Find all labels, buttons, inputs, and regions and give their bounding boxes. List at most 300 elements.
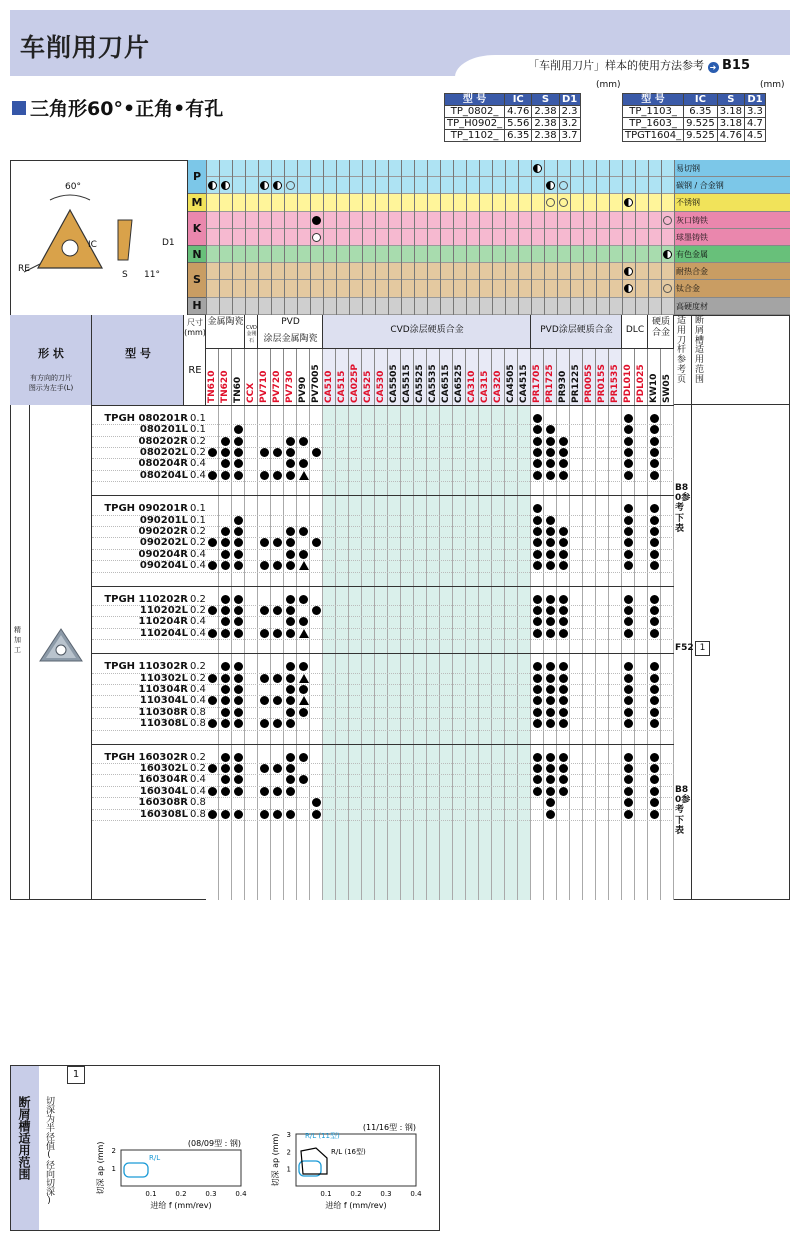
- re-value: 0.2: [190, 763, 206, 774]
- dim-cell: 4.7: [745, 118, 766, 130]
- availability-dot: [299, 437, 308, 446]
- material-code-label: N: [192, 247, 202, 261]
- availability-dot: [221, 550, 230, 559]
- grade-divider: [440, 160, 441, 315]
- model-name: 090202R: [138, 526, 188, 537]
- availability-dot: [221, 764, 230, 773]
- arrow-right-icon: ➜: [708, 62, 719, 73]
- svg-text:R/L (11型): R/L (11型): [305, 1132, 340, 1140]
- group-label: PVD: [281, 316, 300, 327]
- model-name: TPGH 160302R: [104, 751, 188, 763]
- grade-label: CA025P: [350, 363, 360, 403]
- availability-dot: [312, 448, 321, 457]
- grade-label: PDL025: [636, 364, 646, 403]
- availability-dot: [234, 516, 243, 525]
- dim-row: [623, 118, 766, 130]
- availability-dot: [234, 674, 243, 683]
- availability-dot: [546, 708, 555, 717]
- availability-dot: [546, 629, 555, 638]
- availability-dot: [286, 595, 295, 604]
- availability-dot: [546, 685, 555, 694]
- availability-dot: [260, 629, 269, 638]
- grade-divider: [349, 160, 350, 315]
- availability-dot: [559, 606, 568, 615]
- rake-label: 11°: [144, 270, 160, 280]
- material-code-label: K: [192, 221, 202, 235]
- grade-label: PR930: [558, 370, 568, 403]
- dim-cell: 4.5: [745, 130, 766, 142]
- availability-dot: [650, 753, 659, 762]
- availability-dot: [260, 448, 269, 457]
- model-name: 160304R: [138, 774, 188, 786]
- row-line: [92, 481, 674, 482]
- square-bullet-icon: [12, 101, 26, 115]
- availability-dot: [221, 606, 230, 615]
- availability-dot: [650, 437, 659, 446]
- availability-dot: [559, 527, 568, 536]
- availability-dot: [624, 606, 633, 615]
- svg-text:1: 1: [111, 1165, 116, 1173]
- availability-dot: [286, 674, 295, 683]
- availability-dot: [273, 787, 282, 796]
- re-value: 0.4: [190, 785, 206, 797]
- chipbreaker-legend: [10, 1065, 440, 1231]
- availability-dot: [208, 471, 217, 480]
- availability-dot: [546, 595, 555, 604]
- svg-text:0.2: 0.2: [350, 1190, 362, 1198]
- svg-text:进给 f (mm/rev): 进给 f (mm/rev): [150, 1201, 212, 1210]
- grade-divider: [245, 160, 246, 315]
- dim-cell: TP_1603_: [623, 118, 684, 130]
- re-value: 0.2: [190, 537, 206, 549]
- material-label: 易切钢: [676, 164, 700, 173]
- availability-dot: [273, 448, 282, 457]
- dim-row: [445, 106, 581, 118]
- grade-divider: [362, 160, 363, 315]
- availability-dot: [533, 471, 542, 480]
- model-name: 110308L: [139, 718, 188, 730]
- availability-dot: [260, 810, 269, 819]
- group-label: PVD涂层硬质合金: [540, 324, 613, 335]
- row-line: [92, 820, 674, 821]
- availability-dot: [624, 764, 633, 773]
- material-code-label: S: [193, 273, 201, 287]
- grade-label: CA515: [337, 370, 347, 403]
- svg-text:0.4: 0.4: [235, 1190, 247, 1198]
- availability-dot: [286, 550, 295, 559]
- group-separator: [92, 586, 674, 587]
- availability-dot: [208, 810, 217, 819]
- model-header-label: 型 号: [125, 346, 151, 360]
- group-separator: [92, 744, 674, 745]
- svg-text:0.3: 0.3: [380, 1190, 392, 1198]
- availability-triangle: [299, 471, 309, 480]
- re-value: 0.2: [190, 435, 206, 447]
- re-value: 0.2: [190, 751, 206, 763]
- grade-divider: [375, 160, 376, 315]
- model-name: 110304R: [138, 684, 188, 695]
- availability-dot: [221, 787, 230, 796]
- dim-col-header: D1: [745, 94, 766, 106]
- availability-dot: [533, 550, 542, 559]
- availability-dot: [234, 787, 243, 796]
- availability-dot: [650, 606, 659, 615]
- availability-dot: [286, 753, 295, 762]
- availability-dot: [546, 471, 555, 480]
- model-name: TPGH 090201R: [104, 503, 188, 515]
- re-value: 0.1: [190, 514, 206, 526]
- grade-divider: [271, 160, 272, 315]
- model-name: 090202L: [139, 537, 188, 549]
- availability-dot: [650, 471, 659, 480]
- re-label: RE: [18, 264, 30, 274]
- re-value: 0.4: [190, 774, 206, 786]
- material-label: 灰口铸铁: [676, 215, 708, 225]
- availability-dot: [624, 708, 633, 717]
- chipbreaker-ref-box: 1: [695, 641, 710, 656]
- row-line: [92, 639, 674, 640]
- insert-image: [36, 625, 86, 665]
- availability-dot: [234, 606, 243, 615]
- dim-col-header: S: [532, 94, 559, 106]
- availability-dot: [533, 708, 542, 717]
- svg-text:2: 2: [286, 1148, 291, 1157]
- availability-dot: [299, 550, 308, 559]
- availability-triangle: [299, 561, 309, 570]
- availability-dot: [312, 810, 321, 819]
- angle-label: 60°: [65, 182, 81, 192]
- availability-dot: [273, 674, 282, 683]
- availability-dot: [273, 629, 282, 638]
- re-value: 0.4: [190, 695, 206, 707]
- dim-cell: 9.525: [684, 130, 718, 142]
- material-label: 有色金属: [676, 250, 708, 259]
- grade-divider: [232, 160, 233, 315]
- grade-label: KW10: [649, 373, 659, 403]
- availability-dot: [546, 753, 555, 762]
- dim-row: [623, 130, 766, 142]
- grade-label: PR1725: [545, 364, 555, 403]
- model-name: 080204R: [138, 458, 188, 470]
- availability-dot: [533, 606, 542, 615]
- availability-dot: [546, 674, 555, 683]
- material-code-label: M: [191, 196, 203, 209]
- grade-label: PV720: [272, 370, 282, 403]
- availability-dot: [533, 414, 542, 423]
- grade-divider: [570, 160, 571, 315]
- svg-text:1: 1: [286, 1165, 291, 1174]
- grade-label: TN610: [207, 370, 217, 403]
- availability-dot: [286, 471, 295, 480]
- legend-sub: 切深为半径值(径向切深): [44, 1096, 54, 1206]
- availability-dot: [624, 414, 633, 423]
- availability-dot: [260, 764, 269, 773]
- availability-dot: [286, 527, 295, 536]
- grade-divider: [648, 160, 649, 315]
- grade-divider: [596, 160, 597, 315]
- dim-cell: 2.38: [532, 118, 559, 130]
- group-separator: [92, 405, 674, 406]
- availability-dot: [286, 787, 295, 796]
- grade-label: CA4505: [506, 364, 516, 403]
- availability-dot: [559, 471, 568, 480]
- dim-cell: TP_1103_: [623, 106, 684, 118]
- model-name: TPGH 110202R: [104, 593, 188, 605]
- availability-triangle: [299, 629, 309, 638]
- model-name: TPGH 080201R: [104, 412, 188, 424]
- grade-divider: [219, 160, 220, 315]
- subtitle-text: 三角形60°•正角•有孔: [30, 98, 224, 120]
- grade-divider: [414, 160, 415, 315]
- grade-divider: [310, 160, 311, 315]
- availability-dot: [624, 595, 633, 604]
- availability-dot: [650, 629, 659, 638]
- material-label: 碳钢 / 合金钢: [676, 181, 724, 191]
- dim-cell: TP_1102_: [445, 130, 505, 142]
- grade-divider: [284, 160, 285, 315]
- availability-dot: [260, 674, 269, 683]
- dim-cell: 2.38: [532, 130, 559, 142]
- grade-divider: [531, 160, 532, 315]
- dim-row: [445, 130, 581, 142]
- availability-dot: [546, 606, 555, 615]
- model-name: TPGH 110302R: [104, 661, 188, 673]
- svg-text:0.4: 0.4: [410, 1190, 422, 1198]
- availability-dot: [221, 448, 230, 457]
- availability-dot: [546, 437, 555, 446]
- page-title: 车削用刀片: [20, 33, 151, 62]
- availability-dot: [221, 674, 230, 683]
- material-label: 不锈钢: [676, 198, 700, 208]
- reference-link[interactable]: [528, 57, 750, 73]
- availability-dot: [559, 753, 568, 762]
- availability-dot: [559, 674, 568, 683]
- dim-cell: 6.35: [684, 106, 718, 118]
- grade-label: TN620: [220, 370, 230, 403]
- availability-dot: [650, 708, 659, 717]
- model-name: 110308R: [138, 706, 188, 718]
- availability-dot: [533, 685, 542, 694]
- model-name: 110204L: [139, 627, 188, 639]
- dim-col-header: IC: [505, 94, 532, 106]
- availability-dot: [234, 527, 243, 536]
- grade-divider: [427, 160, 428, 315]
- dim-cell: 3.7: [559, 130, 580, 142]
- availability-dot: [546, 527, 555, 536]
- re-value: 0.1: [190, 424, 206, 436]
- availability-dot: [299, 708, 308, 717]
- availability-dot: [286, 708, 295, 717]
- availability-dot: [559, 764, 568, 773]
- grade-divider: [206, 160, 207, 315]
- availability-dot: [312, 606, 321, 615]
- re-value: 0.4: [190, 616, 206, 628]
- availability-dot: [650, 414, 659, 423]
- availability-dot: [234, 629, 243, 638]
- re-header-label: RE: [188, 364, 202, 376]
- dim-col-header: 型 号: [623, 94, 684, 106]
- availability-dot: [208, 606, 217, 615]
- grade-label: PDL010: [623, 364, 633, 403]
- grade-label: PR1225: [571, 364, 581, 403]
- model-name: 090204R: [138, 548, 188, 560]
- grade-label: CCX: [246, 382, 256, 403]
- availability-dot: [650, 516, 659, 525]
- availability-dot: [221, 685, 230, 694]
- model-name: 160304L: [139, 785, 188, 797]
- availability-dot: [559, 787, 568, 796]
- s-label: S: [122, 270, 128, 280]
- dim-cell: 4.76: [505, 106, 532, 118]
- availability-dot: [221, 471, 230, 480]
- dim-cell: 3.18: [717, 118, 744, 130]
- availability-dot: [234, 437, 243, 446]
- availability-dot: [559, 685, 568, 694]
- dimension-table-right: [622, 93, 766, 142]
- availability-dot: [208, 674, 217, 683]
- grade-label: CA4515: [519, 364, 529, 403]
- dim-cell: 2.3: [559, 106, 580, 118]
- availability-dot: [533, 753, 542, 762]
- re-value: 0.2: [190, 526, 206, 537]
- availability-dot: [546, 550, 555, 559]
- grade-label: PR005S: [584, 364, 594, 403]
- availability-dot: [624, 810, 633, 819]
- svg-text:2: 2: [111, 1147, 116, 1155]
- availability-dot: [546, 787, 555, 796]
- availability-dot: [650, 787, 659, 796]
- availability-dot: [299, 595, 308, 604]
- grade-matrix: [10, 160, 790, 900]
- group-label: DLC: [625, 324, 645, 335]
- re-value: 0.4: [190, 469, 206, 481]
- toolholder-ref-f52: F52: [675, 642, 694, 653]
- availability-dot: [650, 764, 659, 773]
- re-value: 0.4: [190, 458, 206, 470]
- availability-triangle: [299, 674, 309, 683]
- grade-label: CA525: [363, 370, 373, 403]
- material-suitability-mark: [312, 233, 321, 242]
- side-label: 精加工: [14, 625, 21, 654]
- model-name: 090201L: [139, 514, 188, 526]
- availability-dot: [221, 527, 230, 536]
- availability-dot: [533, 764, 542, 773]
- model-name: 110302L: [139, 672, 188, 684]
- model-name: 080202R: [138, 435, 188, 447]
- grade-label: PR1535: [610, 364, 620, 403]
- grade-label: CA5515: [402, 364, 412, 403]
- availability-dot: [650, 685, 659, 694]
- availability-dot: [546, 448, 555, 457]
- availability-dot: [533, 516, 542, 525]
- availability-dot: [559, 448, 568, 457]
- availability-dot: [559, 437, 568, 446]
- model-name: 110202L: [139, 605, 188, 616]
- availability-dot: [260, 471, 269, 480]
- availability-dot: [221, 595, 230, 604]
- grade-divider: [479, 160, 480, 315]
- dim-cell: 5.56: [505, 118, 532, 130]
- re-value: 0.1: [190, 412, 206, 424]
- svg-text:0.3: 0.3: [205, 1190, 217, 1198]
- dim-cell: 6.35: [505, 130, 532, 142]
- chipbreaker-header-label: 断屑槽适用范围: [695, 315, 705, 386]
- availability-dot: [533, 629, 542, 638]
- availability-dot: [273, 764, 282, 773]
- availability-dot: [650, 550, 659, 559]
- availability-dot: [650, 448, 659, 457]
- grade-label: CA6525: [454, 364, 464, 403]
- model-name: 110204R: [138, 616, 188, 628]
- shape-note: 有方向的刀片 图示为左手(L): [28, 373, 74, 392]
- dim-cell: 3.2: [559, 118, 580, 130]
- dim-cell: 2.38: [532, 106, 559, 118]
- availability-dot: [624, 448, 633, 457]
- availability-dot: [208, 448, 217, 457]
- grade-divider: [635, 160, 636, 315]
- svg-text:切深 ap (mm): 切深 ap (mm): [96, 1141, 105, 1195]
- availability-dot: [533, 437, 542, 446]
- material-label: 高硬度材: [676, 301, 708, 311]
- re-value: 0.2: [190, 605, 206, 616]
- material-suitability-mark: [533, 164, 542, 173]
- group-label: CVD金刚石: [246, 324, 257, 344]
- grade-divider: [544, 160, 545, 315]
- dim-cell: 9.525: [684, 118, 718, 130]
- availability-dot: [650, 674, 659, 683]
- material-code-label: H: [192, 299, 202, 313]
- availability-dot: [273, 810, 282, 819]
- availability-dot: [273, 606, 282, 615]
- availability-dot: [260, 787, 269, 796]
- availability-dot: [650, 527, 659, 536]
- dim-cell: 3.18: [717, 106, 744, 118]
- re-value: 0.8: [190, 797, 206, 809]
- toolholder-header-label: 适用刀杆参考页: [677, 315, 687, 386]
- dim-row: [445, 118, 581, 130]
- grade-label: SW05: [662, 373, 672, 403]
- availability-dot: [221, 810, 230, 819]
- availability-dot: [286, 606, 295, 615]
- grade-label: PV730: [285, 370, 295, 403]
- availability-dot: [299, 685, 308, 694]
- availability-dot: [624, 685, 633, 694]
- grade-label: CA320: [493, 370, 503, 403]
- dimension-table-left: [444, 93, 581, 142]
- availability-triangle: [299, 696, 309, 705]
- grade-label: CA310: [467, 370, 477, 403]
- grade-label: PV7005: [311, 364, 321, 403]
- chipbreaker-header: [692, 315, 790, 405]
- availability-dot: [208, 764, 217, 773]
- re-value: 0.2: [190, 593, 206, 605]
- svg-text:(08/09型 : 钢): (08/09型 : 钢): [187, 1139, 241, 1148]
- availability-dot: [286, 448, 295, 457]
- grade-divider: [505, 160, 506, 315]
- availability-dot: [624, 471, 633, 480]
- grade-label: CA5535: [428, 364, 438, 403]
- availability-dot: [559, 550, 568, 559]
- grade-label: TN60: [233, 376, 243, 403]
- availability-dot: [234, 550, 243, 559]
- availability-dot: [624, 550, 633, 559]
- svg-text:0.1: 0.1: [320, 1190, 332, 1198]
- size-header-label: 尺寸(mm): [184, 317, 206, 337]
- grade-divider: [583, 160, 584, 315]
- availability-dot: [546, 810, 555, 819]
- legend-charts: [91, 1086, 436, 1226]
- availability-dot: [559, 708, 568, 717]
